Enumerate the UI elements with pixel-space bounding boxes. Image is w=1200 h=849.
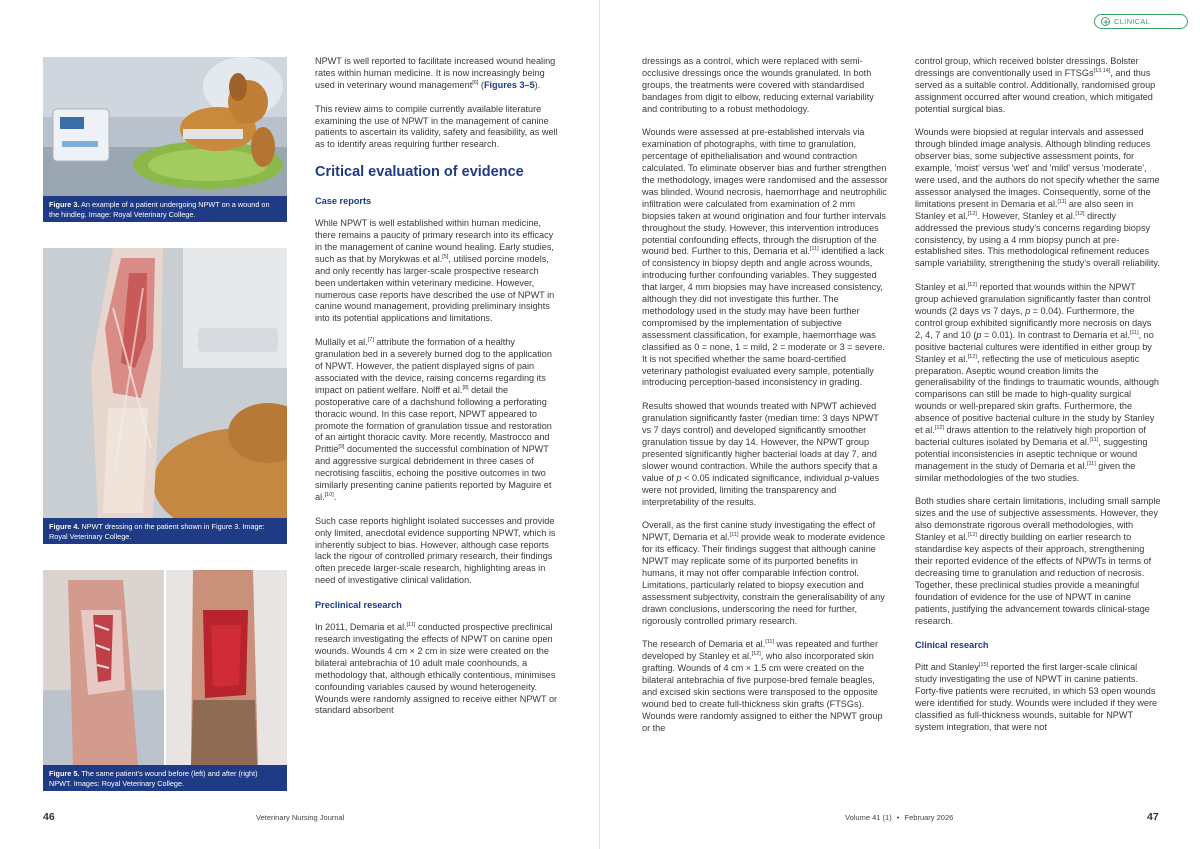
issue-date: February 2026 bbox=[904, 813, 954, 822]
paragraph: The research of Demaria et al.[11] was repeated and further developed by Stanley et al.[12], who also incorporated skin grafting. Wounds of 4 cm × 1.5 cm were created on the bilateral antebrachia of five purpose-bred female beagles, and excised skin sections were transposed to the opposite wound bed to create full-thickness skin grafts (FTSGs). Wounds were randomly assigned to either the NPWT group or the bbox=[642, 639, 883, 733]
separator: • bbox=[896, 813, 900, 822]
text-column-3 bbox=[915, 56, 1161, 734]
paragraph: Pitt and Stanley[15] reported the first larger-scale clinical study investigating the use of NPWT in canine patients. Forty-five patients were recruited, in which 53 open wounds were identified for study. Wounds were included if they were classified as full-thickness wounds, suitable for NPWT system integration, that were not bbox=[915, 662, 1158, 732]
paragraph: control group, which received bolster dressings. Bolster dressings are conventionally used in FTSGs[13,14], and thus served as a suitable control. Additionally, randomised group assignment occurred after wound creation, which mitigated potential surgical bias. bbox=[915, 56, 1156, 114]
clinical-badge bbox=[1094, 14, 1188, 29]
subsection-heading-case-reports: Case reports bbox=[315, 196, 372, 207]
subsection-heading-preclinical: Preclinical research bbox=[315, 600, 402, 611]
section-heading: Critical evaluation of evidence bbox=[315, 164, 524, 181]
paragraph: While NPWT is well established within human medicine, there remains a paucity of primary research into its efficacy in the management of canine wound healing. Early studies, such as that by Morykwas et al.[5], utilised porcine models, and only recently has larger-scale prospective research been undertaken within veterinary medicine. However, numerous case reports have described the use of NPWT in canine wound management, providing preliminary insights into its potential applications and limitations. bbox=[315, 218, 555, 324]
page-number-right: 47 bbox=[1147, 811, 1159, 823]
paragraph: dressings as a control, which were replaced with semi-occlusive dressings once the wounds granulated. In both groups, the treatments were covered with standardised bandages from digit to elbow, reducing external variability and contributing to a robust methodology. bbox=[642, 56, 874, 114]
badge-label: CLINICAL bbox=[1114, 17, 1151, 26]
volume-label: Volume 41 (1) bbox=[845, 813, 892, 822]
journal-name: Veterinary Nursing Journal bbox=[256, 813, 345, 822]
paragraph: Overall, as the first canine study investigating the effect of NPWT, Demaria et al.[11] provide weak to moderate evidence for its efficacy. Their findings suggest that although canine NPWT may replicate some of its purported benefits in humans, it may not offer comparable infection control. Limitations, particularly related to biopsy execution and assessment subjectivity, constrain the generalisability of any drawn conclusions, underscoring the need for further, rigorously controlled primary research. bbox=[642, 520, 886, 626]
figure-3-image bbox=[43, 57, 287, 196]
paragraph: NPWT is well reported to facilitate increased wound healing rates within human medicine. It is now increasingly being used in veterinary wound management[6] (Figures 3–5). bbox=[315, 56, 556, 90]
paragraph: Wounds were assessed at pre-established intervals via examination of photographs, with time to granulation, percentage of epithelialisation and wound contraction calculated. To eliminate observer bias and further strengthen the methodology, images were randomised and the assessor was blinded. Wound necrosis, haemorrhage and neutrophilic infiltration were calculated from examination of 2 mm biopsies taken at wound origination and four further intervals throughout the study. However, this intervention introduces potential confounding effects, through the disruption of the wound bed. Further to this, Demaria et al.[11] identified a lack of consistency in biopsy depth and angle across wounds, introducing further confounding variables. They suggested that larger, 4 mm biopsies may have increased consistency, although they did not investigate this further. The methodology used in the study may have been further compromised by the implementation of subjective assessment classification, for example, haemorrhage was classified as 0 = none, 1 = mild, 2 = moderate or 3 = severe. It is not specified whether the same board-certified veterinary pathologist evaluated every sample, potentially introducing perception-based inconsistency in grading. bbox=[642, 127, 888, 388]
plus-circle-icon bbox=[1101, 17, 1110, 26]
paragraph: This review aims to compile currently available literature examining the use of NPWT in the management of canine patients to ascertain its validity, safety and feasibility, as well as to identify areas requiring further research. bbox=[315, 103, 558, 150]
figure-3-caption: Figure 3. An example of a patient undergoing NPWT on a wound on the hindleg. Image: Royal Veterinary College. bbox=[43, 196, 287, 222]
subsection-heading-clinical: Clinical research bbox=[915, 640, 989, 651]
paragraph: Such case reports highlight isolated successes and provide only limited, anecdotal evidence supporting NPWT, which is inherently subject to bias. However, although case reports lack the rigour of controlled primary research, their findings often precede larger-scale research, highlighting areas in need of investigative clinical validation. bbox=[315, 515, 556, 586]
paragraph: Both studies share certain limitations, including small sample sizes and the use of subjective assessments. However, they also demonstrate rigorous overall methodologies, with Stanley et al.[12] directly building on earlier research to standardise key aspects of their approach, strengthening their reported evidence of the effects of NPWTs in terms of decreasing time to granulation and reduction of necrosis. Together, these preclinical studies provide a meaningful foundation of evidence for the use of NPWT in canine patients, justifying the advancement towards clinical-stage research. bbox=[915, 496, 1161, 626]
figure-4-caption: Figure 4. NPWT dressing on the patient shown in Figure 3. Image: Royal Veterinary College. bbox=[43, 518, 287, 544]
figure-4-image bbox=[43, 248, 287, 518]
paragraph: Results showed that wounds treated with NPWT achieved granulation significantly faster (median time: 3 days NPWT vs 7 days control) and developed significantly smoother granulation tissue by day 14. However, the NPWT group presented significantly higher bacterial loads at day 7, and slower wound contraction. While the authors specify that a value of p < 0.05 indicated significance, individual p-values were not provided, limiting the transparency and interpretability of the results. bbox=[642, 401, 880, 507]
figure-5-image bbox=[43, 570, 287, 765]
paragraph: Mullally et al.[7] attribute the formation of a healthy granulation bed in a severely burned dog to the application of NPWT. However, the patient displayed signs of pain associated with the device, raising concerns regarding its impact on patient welfare. Nolff et al.[8] detail the postoperative care of a dachshund following a perforating thoracic wound. In this case report, NPWT appeared to promote the formation of granulation tissue and restoration of an airtight thoracic cavity. More recently, Mastrocco and Prittie[9] documented the successful combination of NPWT and aggressive surgical debridement in three cases of necrotising fasciitis, echoing the positive outcomes in two similarly presenting canine patients reported by Maguire et al.[10]. bbox=[315, 337, 552, 502]
right-page bbox=[600, 0, 1200, 849]
text-column-1 bbox=[315, 56, 560, 717]
paragraph: Wounds were biopsied at regular intervals and assessed through blinded image analysis. Although blinding reduces observer bias, some subjective assessment points, for example, 'moist' versus 'wet' and 'mild' versus 'moderate', were used, and the authors do not specify whether the same assessor analysed the images. Consequently, some of the limitations present in Demaria et al.[11] are also seen in Stanley et al.[12]. However, Stanley et al.[12] directly addressed the previous study's concerns regarding biopsy consistency, by using a 4 mm biopsy punch at pre-established sites. This methodological refinement reduces sample variability, strengthening the study's overall reliability. bbox=[915, 127, 1160, 269]
paragraph: In 2011, Demaria et al.[11] conducted prospective preclinical research investigating the effects of NPWT on canine open wounds. Wounds 4 cm × 2 cm in size were created on the bilateral antebrachia of 10 adult male coonhounds, a methodology that, although ethically contentious, minimises confounding variables caused by wound heterogeneity. Wounds were randomly assigned to receive either NPWT or standard absorbent bbox=[315, 622, 558, 716]
page-number-left: 46 bbox=[43, 811, 55, 823]
text-column-2 bbox=[642, 56, 888, 735]
issue-info bbox=[845, 813, 953, 822]
figure-5-caption: Figure 5. The same patient's wound before (left) and after (right) NPWT. Images: Royal Veterinary College. bbox=[43, 765, 287, 791]
paragraph: Stanley et al.[12] reported that wounds within the NPWT group achieved granulation significantly faster than control wounds (2 days vs 7 days, p = 0.04). Furthermore, the control group exhibited significantly more necrosis on days 2, 4, 7 and 10 (p = 0.01). In contrast to Demaria et al.[11], no positive bacterial cultures were identified in either group by Stanley et al.[12], reflecting the use of meticulous aseptic preparation. Aseptic wound creation limits the generalisability of the findings to traumatic wounds, although comparisons can still be made to high-quality surgical wounds or well-prepared skin grafts. Furthermore, the absence of positive bacterial culture in the study by Stanley et al.[12] draws attention to the relatively high proportion of bacterial cultures isolated by Demaria et al.[11], suggesting potential inconsistencies in aseptic technique or wound management in the study of Demaria et al.[11] given the similar methodologies of the two studies. bbox=[915, 282, 1159, 483]
